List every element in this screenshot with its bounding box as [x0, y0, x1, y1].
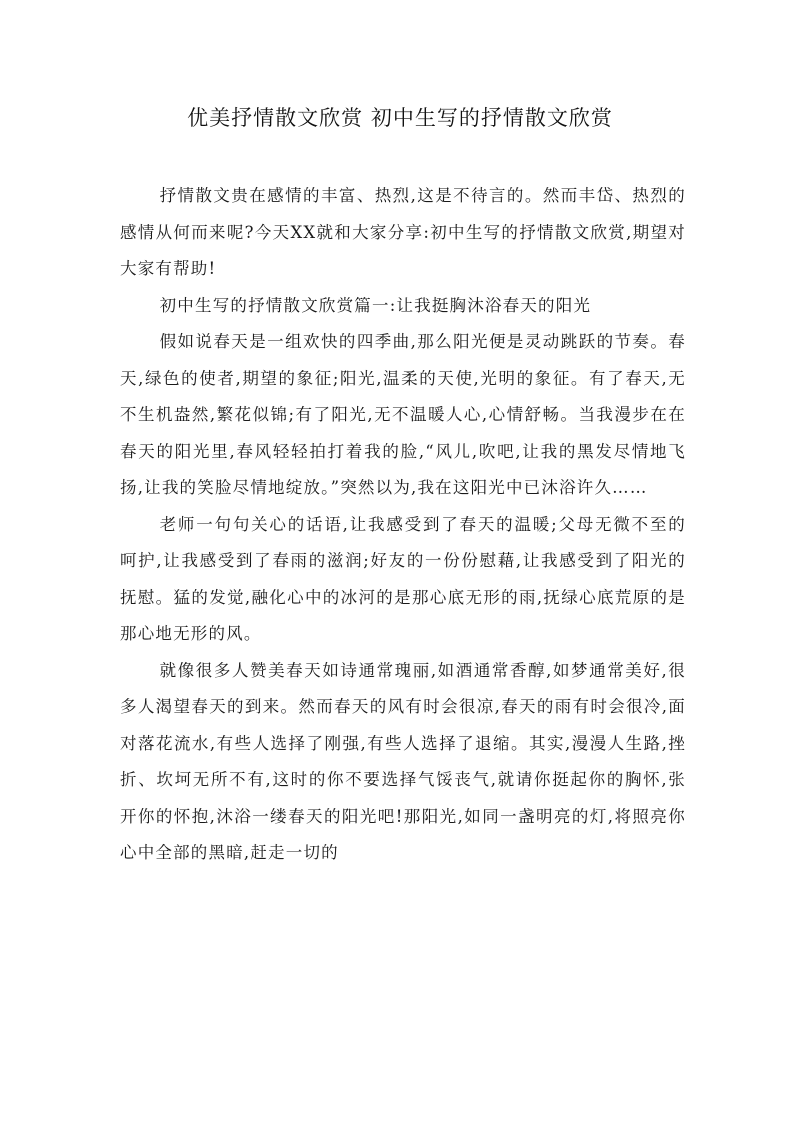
paragraph-warmth-of-care: 老师一句句关心的话语,让我感受到了春天的温暖;父母无微不至的呵护,让我感受到了春雨的滋润;好友的一份份慰藉,让我感受到了阳光的抚慰。猛的发觉,融化心中的冰河的是那心底无形的雨,抚绿心底荒原的是那心地无形的风。 [120, 514, 686, 643]
document-body [120, 178, 686, 872]
paragraph-intro: 抒情散文贵在感情的丰富、热烈,这是不待言的。然而丰岱、热烈的感情从何而来呢?今天XX就和大家分享:初中生写的抒情散文欣赏,期望对大家有帮助! [120, 186, 686, 278]
paragraph-embrace-sunshine: 就像很多人赞美春天如诗通常瑰丽,如酒通常香醇,如梦通常美好,很多人渴望春天的到来。然而春天的风有时会很凉,春天的雨有时会很冷,面对落花流水,有些人选择了刚强,有些人选择了退缩。其实,漫漫人生路,挫折、坎坷无所不有,这时的你不要选择气馁丧气,就请你挺起你的胸怀,张开你的怀抱,沐浴一缕春天的阳光吧!那阳光,如同一盏明亮的灯,将照亮你心中全部的黑暗,赶走一切的 [120, 660, 686, 862]
document-title: 优美抒情散文欣赏 初中生写的抒情散文欣赏 [187, 106, 613, 130]
paragraph-section-heading: 初中生写的抒情散文欣赏篇一:让我挺胸沐浴春天的阳光 [159, 295, 592, 315]
paragraph-spring-sunshine: 假如说春天是一组欢快的四季曲,那么阳光便是灵动跳跃的节奏。春天,绿色的使者,期望的象征;阳光,温柔的天使,光明的象征。有了春天,无不生机盎然,繁花似锦;有了阳光,无不温暖人心,心情舒畅。当我漫步在在春天的阳光里,春风轻轻拍打着我的脸,“风儿,吹吧,让我的黑发尽情地飞扬,让我的笑脸尽情地绽放。”突然以为,我在这阳光中已沐浴许久…… [120, 332, 686, 497]
